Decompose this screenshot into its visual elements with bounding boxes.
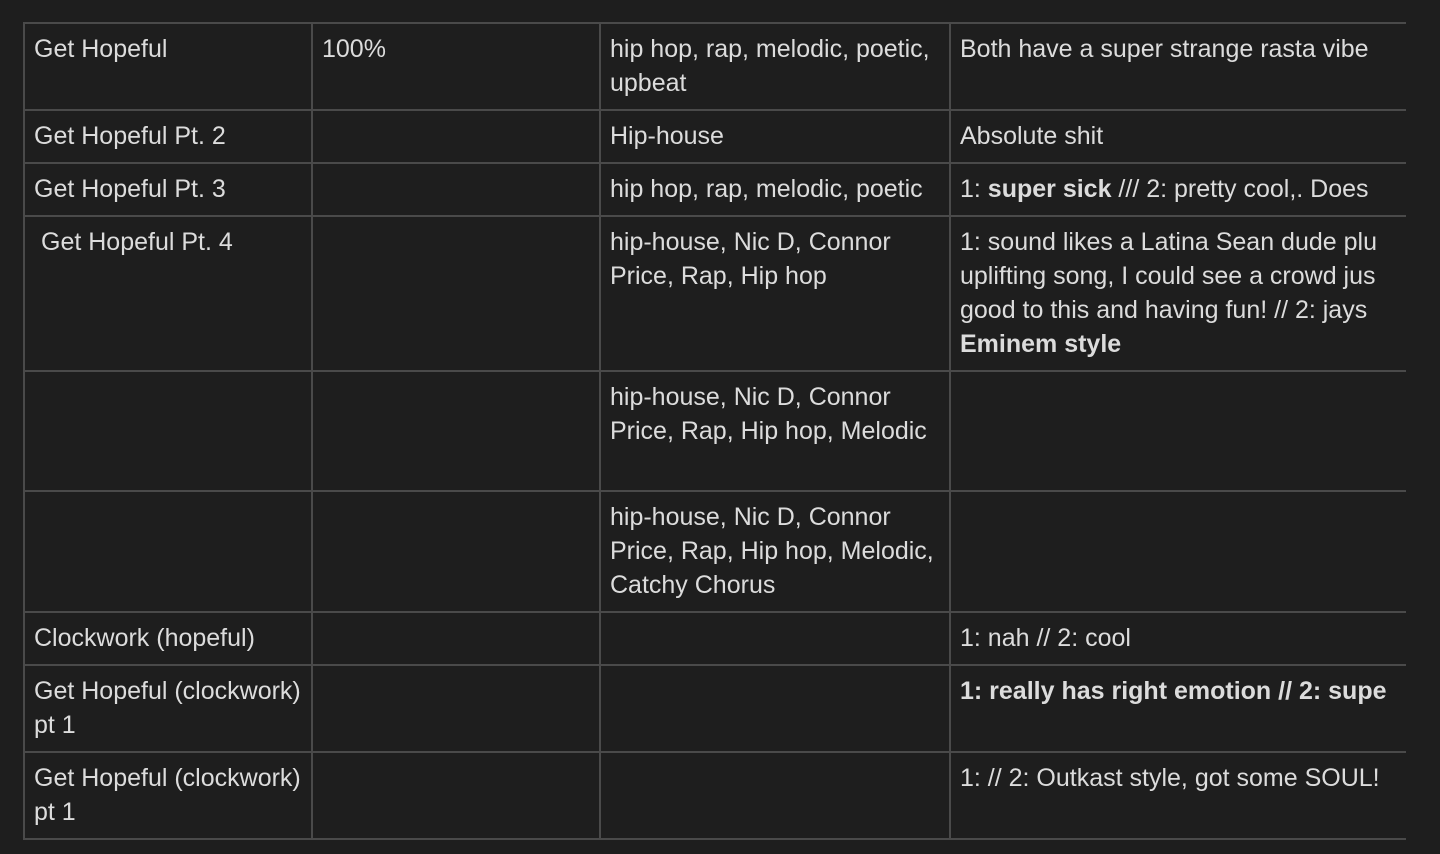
notes-bold-text: 1: really has right emotion // 2: supe: [960, 677, 1387, 705]
notes-cell[interactable]: [950, 612, 1406, 665]
notes-line: 1: sound likes a Latina Sean dude plu: [960, 228, 1377, 256]
rating-cell[interactable]: [312, 163, 600, 216]
notes-cell[interactable]: [950, 371, 1406, 491]
title-cell[interactable]: [24, 216, 312, 371]
tags-cell[interactable]: Hip-house: [600, 110, 950, 163]
rating-cell[interactable]: [312, 491, 600, 612]
title-cell[interactable]: Clockwork (hopeful): [24, 612, 312, 665]
table-row: [24, 371, 1406, 491]
notes-cell[interactable]: [950, 23, 1406, 110]
notes-line: good to this and having fun! // 2: jays: [960, 296, 1368, 324]
rating-cell[interactable]: [312, 665, 600, 752]
notes-cell[interactable]: [950, 665, 1406, 752]
tags-cell[interactable]: hip-house, Nic D, Connor Price, Rap, Hip hop: [600, 216, 950, 371]
rating-cell[interactable]: [312, 752, 600, 839]
tags-cell[interactable]: [600, 665, 950, 752]
notes-text: 1:: [960, 175, 988, 203]
notes-cell[interactable]: [950, 752, 1406, 839]
title-cell[interactable]: Get Hopeful Pt. 3: [24, 163, 312, 216]
notes-text: 1: nah // 2: cool: [960, 624, 1131, 652]
title-cell[interactable]: [24, 491, 312, 612]
notes-text: Absolute shit: [960, 122, 1104, 150]
table-row: [24, 491, 1406, 612]
table-row: [24, 612, 1406, 665]
title-cell[interactable]: [24, 371, 312, 491]
notes-cell[interactable]: [950, 216, 1406, 371]
rating-cell[interactable]: [312, 371, 600, 491]
rating-cell[interactable]: 100%: [312, 23, 600, 110]
notes-cell[interactable]: [950, 110, 1406, 163]
rating-cell[interactable]: [312, 216, 600, 371]
notes-bold-text: super sick: [987, 175, 1112, 203]
tags-cell[interactable]: hip hop, rap, melodic, poetic: [600, 163, 950, 216]
table-row: [24, 163, 1406, 216]
rating-cell[interactable]: [312, 110, 600, 163]
notes-text: Both have a super strange rasta vibe: [960, 35, 1369, 63]
table-row: [24, 216, 1406, 371]
title-cell[interactable]: Get Hopeful (clockwork) pt 1: [24, 665, 312, 752]
title-cell[interactable]: Get Hopeful: [24, 23, 312, 110]
tags-cell[interactable]: [600, 612, 950, 665]
tags-cell[interactable]: [600, 752, 950, 839]
tags-cell[interactable]: hip-house, Nic D, Connor Price, Rap, Hip hop, Melodic: [600, 371, 950, 491]
notes-cell[interactable]: [950, 491, 1406, 612]
tags-cell[interactable]: hip hop, rap, melodic, poetic, upbeat: [600, 23, 950, 110]
notes-cell[interactable]: [950, 163, 1406, 216]
notes-line: uplifting song, I could see a crowd jus: [960, 262, 1376, 290]
rating-cell[interactable]: [312, 612, 600, 665]
title-cell[interactable]: Get Hopeful Pt. 2: [24, 110, 312, 163]
song-table: [23, 22, 1406, 840]
tags-cell[interactable]: hip-house, Nic D, Connor Price, Rap, Hip hop, Melodic, Catchy Chorus: [600, 491, 950, 612]
title-text: Get Hopeful Pt. 4: [41, 228, 233, 256]
table-row: [24, 752, 1406, 839]
table-row: [24, 23, 1406, 110]
notes-text: 1: // 2: Outkast style, got some SOUL!: [960, 764, 1380, 792]
notes-line-bold: Eminem style: [960, 330, 1122, 358]
title-cell[interactable]: Get Hopeful (clockwork) pt 1: [24, 752, 312, 839]
table-row: [24, 665, 1406, 752]
notes-text: /// 2: pretty cool,. Does: [1111, 175, 1369, 203]
table-row: [24, 110, 1406, 163]
